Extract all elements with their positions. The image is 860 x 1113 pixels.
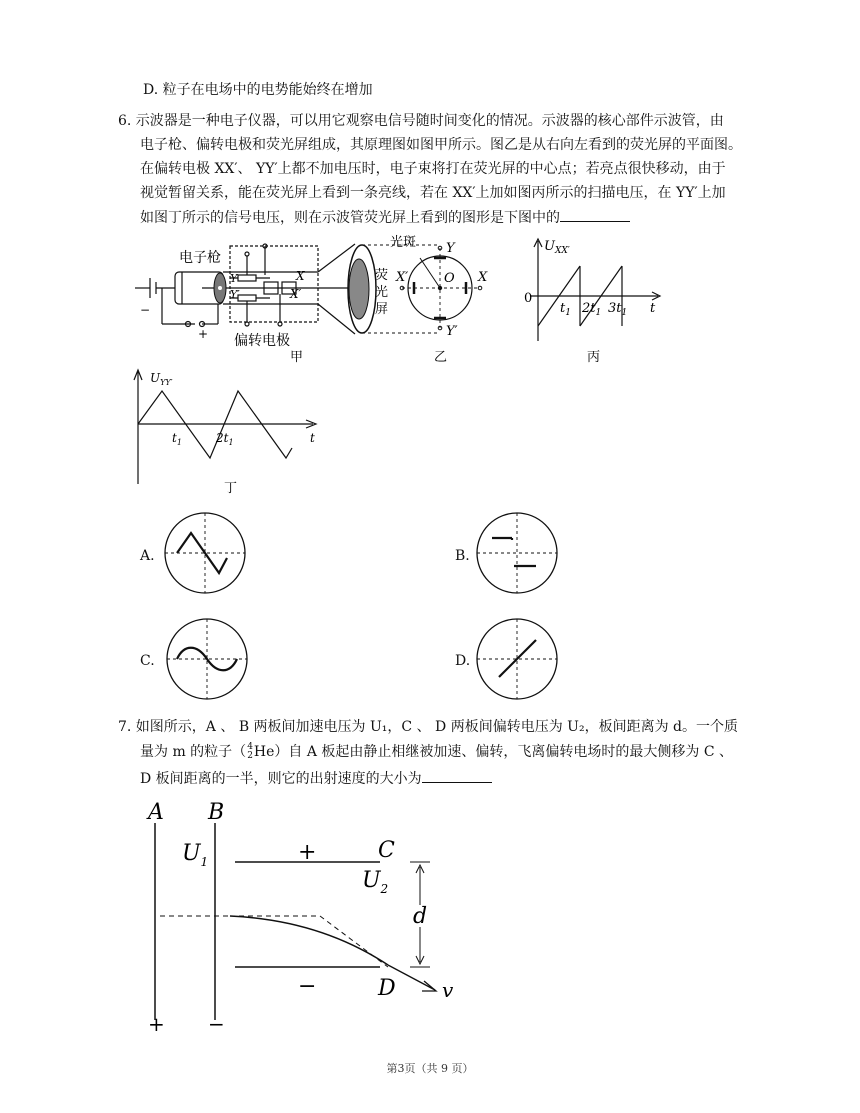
q6-line-4: 视觉暂留关系，能在荧光屏上看到一条亮线，若在 XX′上加如图丙所示的扫描电压，在 YY′上加 [140, 185, 726, 201]
q7-label-d-distance: d [413, 904, 428, 929]
q7-minus-bottom: − [298, 974, 317, 999]
q7-line-3: D 板间距离的一半，则它的出射速度的大小为 [140, 768, 492, 789]
q7-b-minus: − [208, 1012, 225, 1036]
q6-line-3: 在偏转电极 XX′、 YY′上都不加电压时，电子束将打在荧光屏的中心点；若亮点很快移动，由于 [140, 161, 726, 177]
bing-t1: $t_1$ [560, 301, 571, 318]
q7-line-1: 7. 如图所示，A 、 B 两板间加速电压为 U₁，C 、 D 两板间偏转电压为 U₂，板间距离为 d。一个质 [118, 719, 738, 735]
bing-tlabel: t [650, 301, 656, 316]
ding-tlabel: t [310, 431, 315, 445]
bing-ylabel: $U_{XX'}$ [544, 239, 570, 256]
label-x: X [296, 269, 305, 283]
q6-line-2: 电子枪、偏转电极和荧光屏组成，其原理图如图甲所示。图乙是从右向左看到的荧光屏的平面图。 [140, 137, 742, 153]
q7-label-d-plate: D [378, 976, 396, 1001]
ding-ylabel: $U_{YY'}$ [150, 371, 173, 387]
label-yp: Y′ [230, 288, 240, 301]
yi-label-x: X [478, 270, 488, 285]
yi-label-y: Y [446, 241, 455, 256]
option-d-label[interactable]: D. [455, 653, 471, 669]
option-b-figure[interactable] [472, 508, 562, 598]
caption-bing: 丙 [587, 350, 601, 365]
label-deflection-electrode: 偏转电极 [234, 333, 290, 349]
option-c-figure[interactable] [162, 614, 252, 704]
bing-t2: $2t_1$ [582, 301, 602, 318]
q7-a-plus: + [148, 1012, 165, 1036]
bing-origin: 0 [524, 291, 533, 306]
label-plus: + [198, 327, 209, 341]
figure-ding [128, 366, 328, 496]
q7-label-u2: $U_2$ [362, 868, 389, 896]
q7-label-a: A [148, 800, 164, 825]
q5-option-d: D. 粒子在电场中的电势能始终在增加 [143, 82, 373, 98]
label-electron-gun: 电子枪 [179, 250, 221, 266]
option-a-label[interactable]: A. [140, 548, 155, 564]
ding-t1: $t_1$ [172, 431, 182, 447]
q6-line-5: 如图丁所示的信号电压，则在示波管荧光屏上看到的图形是下图中的 [140, 207, 630, 228]
label-y: Y [230, 272, 238, 285]
q7-label-b: B [208, 800, 225, 825]
q7-line-2: 量为 m 的粒子（ 4 2 He）自 A 板起由静止相继被加速、偏转，飞离偏转电场时的最大侧移为 C 、 [140, 742, 734, 761]
option-d-figure[interactable] [472, 614, 562, 704]
q7-label-c: C [378, 838, 395, 863]
label-screen-1: 荧 [375, 268, 389, 283]
option-b-label[interactable]: B. [455, 548, 470, 564]
ding-t2: $2t_1$ [216, 431, 234, 447]
page-footer: 第3页（共 9 页） [386, 1062, 474, 1075]
yi-label-o: O [444, 271, 455, 286]
label-light-spot: 光斑 [390, 235, 417, 250]
q7-label-u1: $U_1$ [182, 841, 209, 869]
option-c-label[interactable]: C. [140, 653, 155, 669]
figure-yi [390, 238, 500, 368]
yi-label-yp: Y′ [446, 324, 458, 339]
figure-bing [520, 236, 670, 368]
label-minus: − [140, 303, 151, 317]
label-xp: X′ [290, 287, 302, 301]
answer-blank-q7 [422, 768, 492, 783]
caption-yi: 乙 [434, 350, 448, 365]
q6-line-1: 6. 示波器是一种电子仪器，可以用它观察电信号随时间变化的情况。示波器的核心部件示波管，由 [118, 113, 724, 129]
answer-blank-q6 [560, 207, 630, 222]
q7-plus-top: + [298, 840, 317, 865]
option-a-figure[interactable] [160, 508, 250, 598]
bing-t3: $3t_1$ [608, 301, 628, 318]
q7-label-v: v [442, 978, 454, 1002]
label-screen-3: 屏 [375, 302, 389, 317]
yi-label-xp: X′ [396, 270, 409, 285]
figure-q7 [140, 795, 470, 1040]
caption-ding: 丁 [224, 481, 238, 496]
label-screen-2: 光 [375, 285, 389, 300]
caption-jia: 甲 [290, 350, 304, 365]
